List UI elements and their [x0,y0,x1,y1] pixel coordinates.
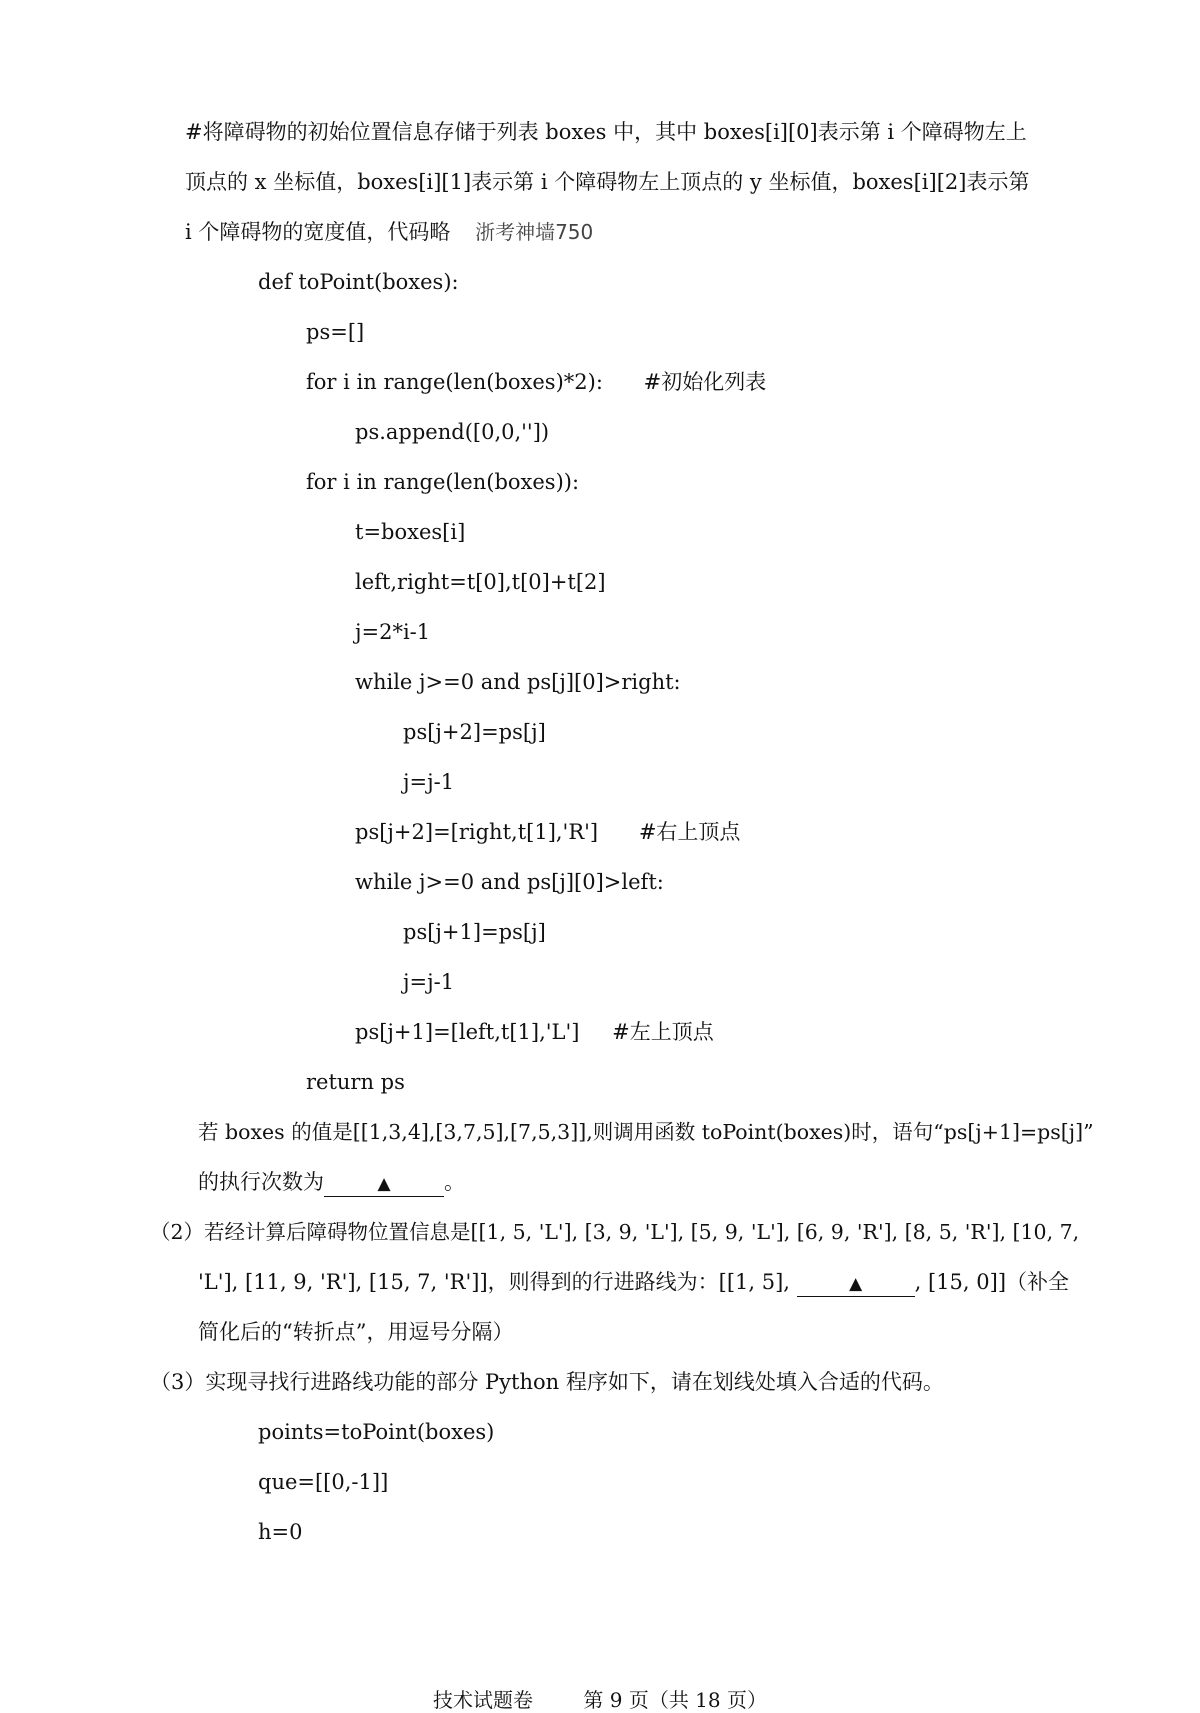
intro-line-3 [185,218,593,246]
code-line: ps[j+1]=ps[j] [403,920,546,944]
code-line: ps[j+2]=ps[j] [403,720,546,744]
code-comment: #初始化列表 [643,370,767,394]
code-line: while j>=0 and ps[j][0]>left: [355,870,664,894]
q2-line-2-suffix: , [15, 0]]（补全 [914,1270,1070,1294]
q3-code-line: points=toPoint(boxes) [258,1420,495,1444]
code-comment: #左上顶点 [612,1020,714,1044]
q3-code-line: que=[[0,-1]] [258,1470,389,1494]
code-line: j=2*i-1 [355,620,431,644]
intro-line-2: 顶点的 x 坐标值，boxes[i][1]表示第 i 个障碍物左上顶点的 y 坐标值，boxes[i][2]表示第 [185,170,1030,194]
code-line: return ps [306,1070,405,1094]
code-line: while j>=0 and ps[j][0]>right: [355,670,681,694]
q2-line-2-prefix: 'L'], [11, 9, 'R'], [15, 7, 'R']]，则得到的行进路线为：[[1, 5], [198,1270,790,1294]
code-line: j=j-1 [403,770,455,794]
q3-line-1: （3）实现寻找行进路线功能的部分 Python 程序如下，请在划线处填入合适的代码。 [150,1370,944,1394]
q2-line-2 [198,1268,1069,1297]
code-line: j=j-1 [403,970,455,994]
blank-triangle-icon: ▲ [849,1274,863,1294]
q1-line-2 [198,1168,465,1197]
blank-triangle-icon: ▲ [377,1174,391,1194]
code-line-text: ps[j+1]=[left,t[1],'L'] [355,1020,580,1044]
code-line-text: for i in range(len(boxes)*2): [306,370,603,394]
code-line: left,right=t[0],t[0]+t[2] [355,570,606,594]
code-line: ps=[] [306,320,365,344]
q1-line-2-prefix: 的执行次数为 [198,1170,324,1194]
q1-answer-blank[interactable] [324,1168,444,1197]
code-line-text: ps[j+2]=[right,t[1],'R'] [355,820,599,844]
page-footer [0,1684,1200,1713]
code-line: t=boxes[i] [355,520,466,544]
code-line [306,368,766,396]
code-line [355,818,740,846]
code-line: ps.append([0,0,'']) [355,420,550,444]
code-comment: #右上顶点 [638,820,741,844]
watermark: 浙考神墙750 [475,220,594,244]
q2-line-3: 简化后的“转折点”，用逗号分隔） [198,1320,514,1344]
q2-line-1: （2）若经计算后障碍物位置信息是[[1, 5, 'L'], [3, 9, 'L'], [5, 9, 'L'], [6, 9, 'R'], [8, 5, 'R'], [10, 7, [150,1220,1080,1244]
footer-subject: 技术试题卷 [433,1688,534,1712]
q2-answer-blank[interactable] [797,1268,915,1297]
intro-line-1: #将障碍物的初始位置信息存储于列表 boxes 中，其中 boxes[i][0]表示第 i 个障碍物左上 [185,120,1027,144]
code-line [355,1018,714,1046]
q1-line-1: 若 boxes 的值是[[1,3,4],[3,7,5],[7,5,3]],则调用函数 toPoint(boxes)时，语句“ps[j+1]=ps[j]” [198,1120,1094,1144]
footer-page-number: 第 9 页（共 18 页） [583,1688,767,1712]
q1-line-2-suffix: 。 [444,1170,465,1194]
code-line: for i in range(len(boxes)): [306,470,580,494]
code-line: def toPoint(boxes): [258,270,459,294]
q3-code-line: h=0 [258,1520,303,1544]
intro-line-3-text: i 个障碍物的宽度值，代码略 [185,220,451,244]
